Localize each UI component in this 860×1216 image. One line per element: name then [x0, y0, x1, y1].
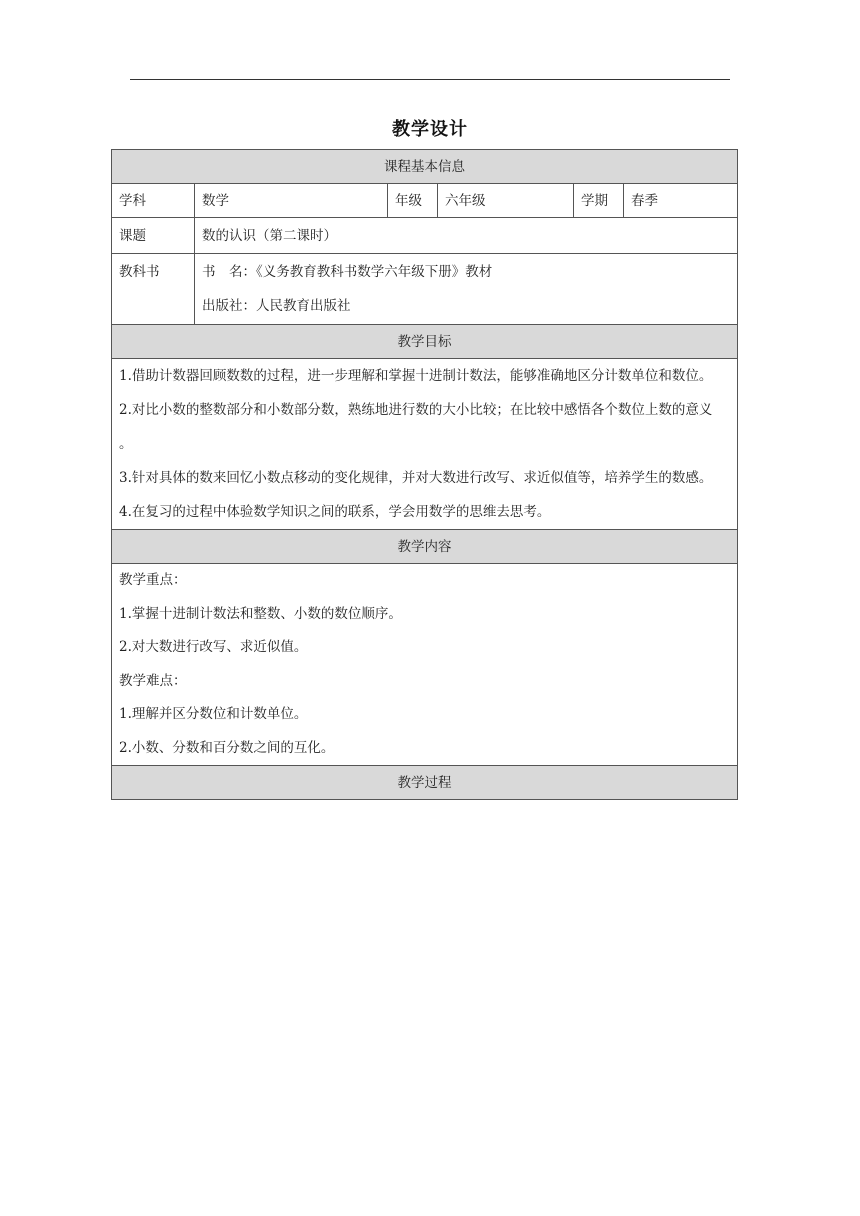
subject-label: 学科 [112, 184, 195, 218]
grade-label: 年级 [388, 184, 438, 218]
section-objectives-title: 教学目标 [112, 325, 738, 359]
info-row [112, 184, 738, 218]
textbook-value [195, 254, 738, 325]
section-basic-info-title: 课程基本信息 [112, 150, 738, 184]
key-point-item: 2.对大数进行改写、求近似值。 [119, 639, 308, 655]
difficulties-label: 教学难点： [119, 672, 187, 689]
difficulty-item: 2.小数、分数和百分数之间的互化。 [119, 739, 335, 756]
section-basic-info [112, 150, 738, 184]
section-process-title: 教学过程 [112, 766, 738, 800]
content-row [112, 564, 738, 766]
textbook-row [112, 254, 738, 325]
textbook-publisher: 出版社：人民教育出版社 [202, 298, 351, 314]
topic-label: 课题 [112, 218, 195, 254]
key-points-label: 教学重点： [119, 572, 187, 588]
objective-item: 3.针对具体的数来回忆小数点移动的变化规律，并对大数进行改写、求近似值等，培养学生的数感。 [119, 470, 713, 486]
lesson-plan-table [111, 149, 738, 800]
section-objectives [112, 325, 738, 359]
section-process [112, 766, 738, 800]
objective-item: 1.借助计数器回顾数数的过程，进一步理解和掌握十进制计数法，能够准确地区分计数单位和数位。 [119, 368, 713, 384]
objective-item: 2.对比小数的整数部分和小数部分数，熟练地进行数的大小比较；在比较中感悟各个数位上数的意义 。 [119, 402, 713, 452]
header-rule [130, 79, 730, 80]
term-label: 学期 [574, 184, 624, 218]
textbook-name: 书 名：《义务教育教科书数学六年级下册》教材 [202, 264, 493, 280]
key-point-item: 1.掌握十进制计数法和整数、小数的数位顺序。 [119, 605, 402, 622]
content-list [112, 564, 738, 766]
topic-row [112, 218, 738, 254]
term-value: 春季 [624, 184, 738, 218]
objectives-row [112, 359, 738, 530]
section-content-title: 教学内容 [112, 530, 738, 564]
grade-value: 六年级 [438, 184, 574, 218]
objectives-list [112, 359, 738, 530]
difficulty-item: 1.理解并区分数位和计数单位。 [119, 706, 308, 722]
topic-value: 数的认识（第二课时） [195, 218, 738, 254]
subject-value: 数学 [195, 184, 388, 218]
objective-item: 4.在复习的过程中体验数学知识之间的联系，学会用数学的思维去思考。 [119, 504, 551, 520]
section-content [112, 530, 738, 564]
document-title: 教学设计 [392, 119, 468, 140]
textbook-label: 教科书 [112, 254, 195, 325]
